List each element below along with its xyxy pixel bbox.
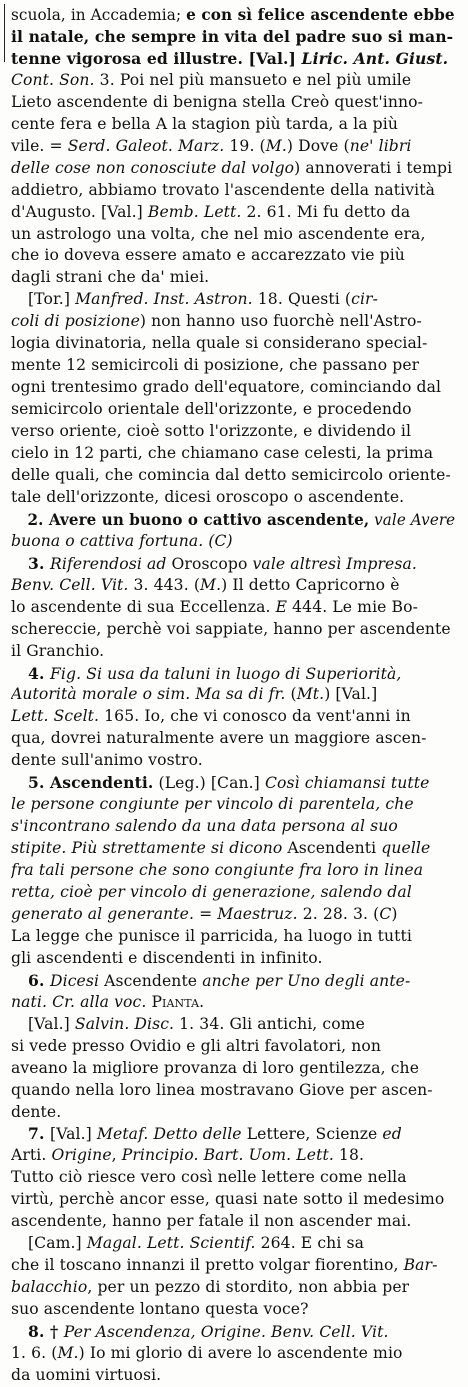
text-run: 2. 28. 3. (: [297, 904, 380, 923]
text-line: [11, 575, 400, 597]
text-run: logia divinatoria, nella quale si considerano special-: [11, 334, 428, 353]
text-run: e con sì felice ascendente ebbe: [186, 5, 455, 24]
text-line: [11, 509, 468, 532]
text-line: [11, 289, 378, 311]
text-run: (Leg.) [Can.]: [153, 774, 265, 793]
text-run: gli ascendenti e discendenti in infinito.: [11, 948, 323, 967]
text-line: [11, 904, 398, 926]
text-run: lo ascendente di sua Eccellenza.: [11, 597, 276, 616]
text-line: [11, 926, 412, 948]
text-line: [11, 619, 451, 641]
text-run: generato al generante.: [11, 904, 195, 923]
text-run: 264. E chi sa: [255, 1234, 364, 1253]
text-run: quelle: [381, 839, 431, 858]
text-line: [11, 114, 398, 136]
text-line: [11, 706, 411, 728]
text-run: M.: [265, 136, 287, 155]
text-line: [11, 355, 419, 377]
text-line: [11, 948, 323, 970]
text-run: [Val.]: [28, 1014, 75, 1033]
text-run: che io doveva essere amato e accarezzato vie più: [11, 246, 405, 265]
text-line: [11, 1233, 364, 1255]
text-run: vale Avere: [369, 510, 456, 529]
text-line: [11, 92, 423, 114]
text-run: ): [391, 904, 398, 923]
text-line: [11, 245, 405, 267]
text-run: ogni trentesimo grado dell'equatore, cominciando dal: [11, 378, 442, 397]
text-run: 444. Le mie Bo-: [287, 597, 418, 616]
text-line: [11, 26, 453, 49]
text-run: 18. Questi (: [252, 290, 352, 309]
text-run: suo ascendente lontano questa voce?: [11, 1300, 309, 1319]
text-run: Bar-: [403, 1256, 438, 1275]
text-run: tale dell'orizzonte, dicesi oroscopo o ascendente.: [11, 487, 405, 506]
text-line: [11, 202, 410, 224]
text-run: 165. Io, che vi conosco da vent'anni in: [99, 707, 411, 726]
text-run: (: [285, 685, 297, 704]
text-run: aveano la migliore provanza di loro gentilezza, che: [11, 1058, 420, 1077]
text-run: , per un pezzo di stordito, non abbia per: [87, 1278, 410, 1297]
text-line: [11, 1102, 61, 1124]
text-line: [11, 48, 448, 71]
text-run: M.: [200, 575, 222, 594]
text-run: dagli strani che da' miei.: [11, 268, 210, 287]
text-run: il natale, che sempre in vita del padre suo si man-: [11, 26, 454, 46]
text-line: [11, 136, 412, 158]
text-run: tenne vigorosa ed illustre. [Val.]: [11, 48, 302, 68]
text-run: d'Augusto. [Val.]: [11, 202, 148, 221]
text-line: [11, 1014, 365, 1036]
text-run: ) annoverati i tempi: [294, 158, 453, 177]
text-run: Dicesi: [50, 971, 100, 990]
text-line: [11, 641, 104, 663]
text-run: cente fera e bella A la stagion più tarda, a la più: [11, 114, 398, 133]
text-line: [11, 597, 418, 619]
text-run: C: [379, 904, 392, 923]
text-line: [11, 224, 426, 246]
text-line: [11, 1277, 409, 1299]
text-line: [11, 443, 433, 465]
text-run: Mt.: [296, 685, 325, 704]
text-run: vale altresì Impresa.: [252, 554, 417, 573]
text-run: delle cose non conosciute dal volgo: [11, 158, 295, 177]
text-line: [11, 267, 209, 289]
text-run: retta, cioè per vincolo di generazione, salendo dal: [11, 883, 412, 901]
text-run: Maestruz.: [217, 904, 298, 923]
text-line: [11, 158, 452, 180]
text-line: [11, 684, 377, 706]
text-run: quando nella loro linea mostravano Giove per ascen-: [11, 1080, 433, 1099]
text-run: 1. 6. (: [11, 1343, 58, 1362]
text-run: 18.: [333, 1146, 365, 1165]
text-run: Cont. Son.: [11, 70, 95, 89]
text-run: Principio. Bart. Uom. Lett.: [121, 1146, 334, 1165]
text-run: Riferendosi ad: [50, 554, 167, 573]
text-run: Lettere, Scienze: [241, 1125, 383, 1144]
text-line: [11, 465, 451, 487]
text-line: [11, 838, 430, 860]
text-run: cielo in 12 parti, che chiamano case celesti, la prima: [11, 444, 434, 462]
text-run: Serd. Galeot. Marz.: [67, 136, 225, 155]
text-run: Origine: [51, 1146, 112, 1165]
text-run: da uomini virtuosi.: [11, 1365, 162, 1384]
text-run: Autorità morale o sim. Ma sa di fr.: [11, 685, 286, 704]
text-run: ) [Val.]: [324, 685, 378, 704]
text-run: Liric. Ant. Giust.: [301, 48, 449, 68]
text-run: 5. Ascendenti.: [28, 773, 154, 793]
text-run: =: [194, 904, 218, 923]
text-run: verso oriente, cioè sotto l'orizzonte, e dividendo il: [11, 422, 412, 441]
text-run: 6.: [28, 970, 51, 990]
text-line: [11, 4, 455, 27]
text-line: [11, 794, 414, 816]
text-run: vile. =: [11, 136, 68, 155]
text-line: [11, 1299, 309, 1321]
text-line: [11, 728, 427, 750]
text-run: cir-: [351, 290, 378, 309]
text-line: [11, 531, 233, 553]
text-line: [11, 1080, 433, 1102]
text-run: Per Ascendenza, Origine. Benv. Cell. Vit.: [63, 1323, 389, 1341]
text-line: [11, 1211, 411, 1233]
text-run: ) non hanno uso fuorchè nell'Astro-: [139, 312, 422, 331]
text-line: [11, 816, 398, 838]
text-run: Benv. Cell. Vit.: [11, 575, 129, 594]
text-run: fra tali persone che sono congiunte fra loro in linea: [11, 861, 424, 880]
text-line: [11, 487, 404, 509]
text-line: [11, 1321, 389, 1344]
text-run: ,: [111, 1146, 122, 1165]
text-run: ) Io mi glorio di avere lo ascendente mio: [78, 1343, 403, 1362]
text-run: La legge che punisce il parricida, ha luogo in tutti: [11, 926, 412, 945]
text-run: scuola, in Accademia;: [11, 6, 187, 24]
text-run: Manfred. Inst. Astron.: [75, 290, 253, 309]
text-run: Ascendenti: [282, 839, 382, 858]
text-line: [11, 1343, 403, 1365]
text-run: 2. Avere un buono o cattivo ascendente,: [27, 509, 370, 529]
text-run: 4.: [28, 663, 51, 683]
text-run: anche per Uno degli ante-: [202, 971, 411, 990]
text-run: ) Dove (: [286, 136, 350, 155]
text-line: [11, 970, 410, 993]
text-run: 1. 34. Gli antichi, come: [174, 1014, 365, 1033]
text-run: 19. (: [224, 136, 266, 155]
text-run: dente.: [11, 1102, 62, 1121]
text-line: [11, 311, 422, 333]
text-run: Tutto ciò riesce vero così nelle lettere come nella: [11, 1168, 407, 1187]
text-run: balacchio: [11, 1278, 88, 1297]
text-run: 2. 61. Mi fu detto da: [241, 202, 411, 221]
text-run: [Val.]: [50, 1125, 97, 1144]
text-run: ne' libri: [349, 136, 412, 155]
text-run: il Granchio.: [11, 641, 105, 660]
text-run: Fig. Si usa da taluni in luogo di Superiorità,: [50, 664, 402, 683]
text-run: Pianta.: [146, 992, 205, 1011]
text-run: dente sull'animo vostro.: [11, 751, 203, 770]
text-run: 8. †: [28, 1322, 64, 1341]
text-line: [11, 1058, 419, 1080]
text-run: Bemb. Lett.: [147, 202, 242, 221]
text-run: qua, dovrei naturalmente avere un maggiore ascen-: [11, 729, 427, 748]
text-run: un astrologo una volta, che nel mio ascendente era,: [11, 224, 426, 243]
text-run: buona o cattiva fortuna. (C): [11, 531, 233, 550]
text-run: le persone congiunte per vincolo di parentela, che: [11, 795, 414, 814]
text-run: stipite. Più strettamente si dicono: [11, 839, 283, 858]
text-line: [11, 1255, 437, 1277]
text-run: ed: [382, 1125, 402, 1144]
text-line: [11, 750, 203, 772]
text-run: ) Il detto Capricorno è: [221, 575, 400, 594]
text-run: Salvin. Disc.: [74, 1014, 175, 1033]
text-line: [11, 1123, 402, 1146]
text-run: 7.: [28, 1124, 51, 1144]
text-line: [11, 1189, 444, 1211]
text-line: [11, 377, 441, 399]
text-line: [11, 399, 412, 421]
text-run: E: [275, 597, 288, 616]
text-line: [11, 882, 412, 904]
text-run: 3. 443. (: [128, 575, 201, 594]
text-run: coli di posizione: [11, 312, 140, 331]
text-run: semicircolo orientale dell'orizzonte, e procedendo: [11, 400, 412, 419]
text-line: [11, 333, 427, 355]
text-line: [11, 180, 435, 202]
text-line: [11, 421, 411, 443]
text-run: Oroscopo: [166, 554, 253, 573]
text-run: Lieto ascendente di benigna stella Creò quest'inno-: [11, 92, 423, 111]
text-run: delle quali, che comincia dal detto semicircolo oriente-: [11, 465, 451, 484]
text-run: Metaf. Detto delle: [96, 1125, 242, 1144]
text-line: [11, 1036, 381, 1058]
text-run: che il toscano innanzi il pretto volgar fiorentino,: [11, 1256, 404, 1275]
text-line: [11, 1365, 161, 1387]
margin-rule: [4, 4, 5, 62]
text-line: [11, 992, 204, 1014]
text-line: [11, 772, 429, 795]
text-run: nati. Cr. alla voc.: [11, 992, 147, 1011]
text-run: virtù, perchè ancor esse, quasi nate sotto il medesimo: [11, 1190, 445, 1209]
text-line: [11, 1167, 407, 1189]
text-line: [11, 553, 417, 576]
text-run: Arti.: [11, 1146, 52, 1165]
text-line: [11, 70, 411, 92]
text-line: [11, 860, 423, 882]
text-run: [Tor.]: [28, 290, 76, 309]
text-run: si vede presso Ovidio e gli altri favolatori, non: [11, 1036, 382, 1055]
text-run: ascendente, hanno per fatale il non ascender mai.: [11, 1212, 412, 1231]
text-run: Così chiamansi tutte: [264, 774, 430, 793]
text-run: addietro, abbiamo trovato l'ascendente della natività: [11, 180, 435, 199]
text-line: [11, 663, 401, 686]
text-run: Lett. Scelt.: [11, 707, 100, 726]
text-line: [11, 1145, 364, 1167]
text-run: s'incontrano salendo da una data persona al suo: [11, 817, 398, 836]
text-run: 3.: [28, 553, 51, 573]
text-run: 3. Poi nel più mansueto e nel più umile: [94, 70, 412, 89]
text-run: schereccie, perchè voi sappiate, hanno per ascendente: [11, 619, 451, 638]
text-run: Magal. Lett. Scientif.: [86, 1234, 256, 1253]
text-run: [Cam.]: [28, 1234, 87, 1253]
text-run: mente 12 semicircoli di posizione, che passano per: [11, 356, 420, 375]
text-run: M.: [57, 1343, 79, 1362]
text-run: Ascendente: [99, 971, 203, 990]
